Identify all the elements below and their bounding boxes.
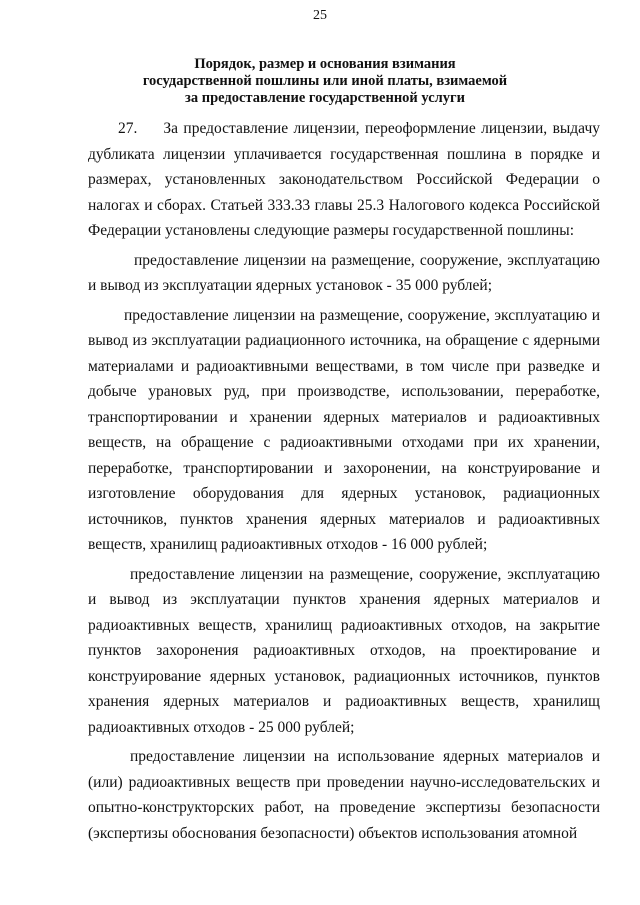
fee-paragraph-4: предоставление лицензии на использование ядерных материалов и (или) радиоактивных веществ при проведении научно-исследовательских и опытно-конструкторских работ, на проведение экспертизы безопасности (экспертизы обоснования безопасности) объектов использования атомной (88, 748, 600, 842)
item-intro-text: За предоставление лицензии, переоформление лицензии, выдачу дубликата лицензии уплачивается государственная пошлина в порядке и размерах, установленных законодательством Российской Федерации о налогах и сборах. Статьей 333.33 главы 25.3 Налогового кодекса Российской Федерации установлены следующие размеры государственной пошлины: (88, 120, 600, 239)
fee-paragraph-1: предоставление лицензии на размещение, сооружение, эксплуатацию и вывод из эксплуатации ядерных установок - 35 000 рублей; (88, 251, 600, 294)
item-27-paragraph (88, 116, 600, 244)
page-number: 25 (313, 8, 327, 23)
section-heading (60, 56, 590, 107)
fee-paragraph-2: предоставление лицензии на размещение, сооружение, эксплуатацию и вывод из эксплуатации радиационного источника, на обращение с ядерными материалами и радиоактивными веществами, в том числе при разведке и добыче урановых руд, при производстве, использовании, переработке, транспортировании и хранении ядерных материалов и радиоактивных веществ, на обращение с радиоактивными отходами при их хранении, переработке, транспортировании и захоронении, на конструирование и изготовление оборудования для ядерных установок, радиационных источников, пунктов хранения ядерных материалов и радиоактивных веществ, хранилищ радиоактивных отходов - 16 000 рублей; (88, 306, 600, 553)
body-text (88, 116, 600, 850)
heading-line-2: государственной пошлины или иной платы, взимаемой (142, 73, 508, 89)
item-number: 27. (118, 120, 138, 137)
fee-paragraph-3: предоставление лицензии на размещение, сооружение, эксплуатацию и вывод из эксплуатации пунктов хранения ядерных материалов и радиоактивных веществ, хранилищ радиоактивных отходов, на закрытие пунктов захоронения радиоактивных отходов, на проектирование и конструирование ядерных установок, радиационных источников, пунктов хранения ядерных материалов и радиоактивных веществ, хранилищ радиоактивных отходов - 25 000 рублей; (88, 565, 600, 736)
heading-line-3: за предоставление государственной услуги (185, 90, 465, 106)
heading-line-1: Порядок, размер и основания взимания (194, 56, 456, 72)
